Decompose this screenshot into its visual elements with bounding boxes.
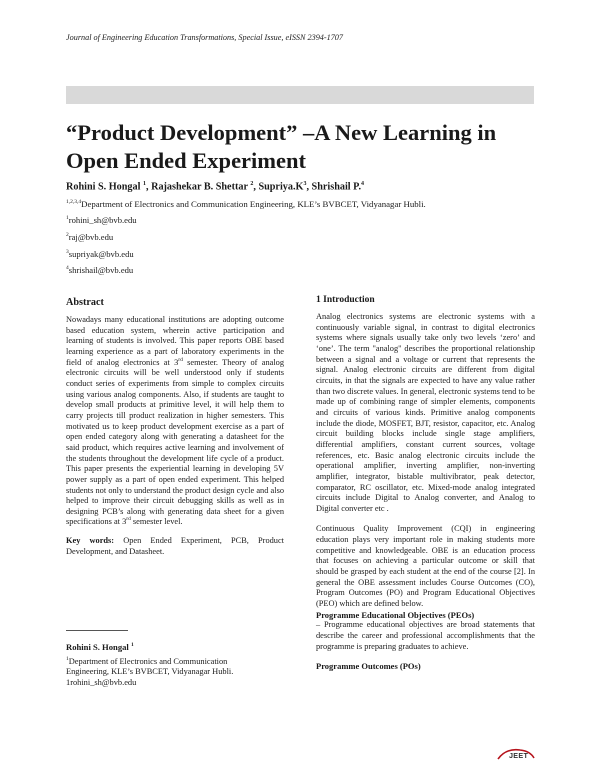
abstract-line: the experiential learning in developing 5V power supply as	[66, 464, 284, 484]
abstract-heading: Abstract	[66, 297, 104, 308]
author-4: , Shrishail P.	[306, 181, 361, 193]
title-line-2: Open Ended Experiment	[66, 148, 307, 173]
abstract-ordinal: 3	[174, 357, 179, 367]
abstract-line: outcome based education system, wherein active	[66, 315, 284, 335]
header-band	[66, 86, 534, 104]
correspondence-email: 1rohini_sh@bvb.edu	[66, 677, 137, 687]
abstract-line: semester level.	[130, 517, 183, 527]
abstract-line: motivated us to keep product development exercise as a	[66, 421, 259, 431]
author-2-marker: 2	[250, 181, 254, 187]
author-email-4	[66, 265, 133, 275]
paper-title	[66, 119, 546, 175]
author-email-2	[66, 232, 113, 242]
abstract-line: datasheet for the said product, which requires active	[66, 432, 284, 452]
author-2: , Rajashekar B. Shettar	[146, 181, 251, 193]
abstract-line: projects till product realization in higher semesters. This	[86, 410, 284, 420]
author-1-marker: 1	[143, 181, 146, 187]
email-text: shrishail@bvb.edu	[68, 265, 134, 275]
correspondence-address: Engineering, KLE’s BVBCET, Vidyanagar Hubli.	[66, 667, 234, 677]
journal-header: Journal of Engineering Education Transformations, Special Issue, eISSN 2394-1707	[66, 33, 343, 42]
email-marker: 1	[66, 215, 69, 222]
footnote-divider	[66, 630, 128, 631]
correspondence-name	[66, 640, 286, 652]
right-column	[316, 295, 535, 672]
author-list	[66, 181, 364, 192]
correspondence-dept	[66, 654, 286, 667]
author-1: Rohini S. Hongal	[66, 181, 143, 193]
abstract-line: helped to improve their circuit debugging skills as well as	[66, 496, 274, 506]
abstract-body	[66, 315, 284, 528]
keywords-text: Open Ended Experiment, PCB, Product Development, and Datasheet.	[66, 536, 284, 556]
affiliation	[66, 199, 426, 209]
abstract-line: analog components. Also, if students are taught to develop	[66, 389, 284, 410]
affiliation-text: Department of Electronics and Communication Engineering, KLE’s BVBCET, Vidyanagar Hubli.	[81, 199, 426, 209]
abstract-line: given specifications at 3	[66, 506, 284, 527]
abstract-line: a part of open ended experiment. This helped students not	[66, 474, 284, 495]
abstract-line: paper reports OBE based learning experience as a part of	[66, 336, 284, 356]
left-column	[66, 297, 284, 557]
email-marker: 3	[66, 249, 69, 256]
correspondence-dept-text: Department of Electronics and Communication	[68, 657, 228, 667]
title-line-1: “Product Development” –A New Learning in	[66, 120, 497, 145]
intro-paragraph-1: Analog electronics systems are electronic systems with a continuously variable signal, in contrast to digital electronics systems where signals usually take only two levels ‘zero’ and ‘one’. The term "analog" describes the proportional relationship between a signal and a voltage or current that represents the signal. Analog electronic circuits are different from digital circuits, in that the signals are expected to have any value rather than two discrete values. In general, electronic systems tend to be made up of combining range of simpler elements, components and circuits of various kinds. Primitive analog components include the diode, MOSFET, BJT, resistor, capacitor, etc. Analog circuit building blocks include single stage amplifiers, differential amplifiers, constant current sources, voltage references, etc. Basic analog electronic circuits include the operational amplifier, inverting amplifier, non-inverting amplifier, integrator, bistable multivibrator, peak detector, comparator, RC oscillator, etc. Mixed-mode analog integrated circuits include Digital to Analog converter, and Analog to Digital converter etc .	[316, 312, 535, 513]
author-email-3	[66, 249, 134, 259]
email-text: supriyak@bvb.edu	[68, 249, 134, 259]
abstract-line: participation and learning of students is involved. This	[66, 325, 284, 346]
abstract-line: only to understand the product design cycle and also	[108, 485, 284, 495]
abstract-line: Nowadays many educational institutions are adopting	[66, 315, 252, 324]
introduction-heading: 1 Introduction	[316, 295, 375, 305]
email-text: raj@bvb.edu	[68, 232, 114, 242]
email-text: rohini_sh@bvb.edu	[68, 215, 137, 225]
correspondence-name-text: Rohini S. Hongal	[66, 641, 131, 652]
journal-logo-text: JEET	[509, 751, 529, 760]
author-4-marker: 4	[361, 181, 364, 187]
keywords-label: Key words:	[66, 536, 115, 546]
author-3: , Supriya.K	[253, 181, 304, 193]
abstract-line: part of open ended category along with generating a	[66, 421, 285, 442]
po-heading: Programme Outcomes (POs)	[316, 661, 421, 672]
email-marker: 4	[66, 265, 69, 272]
email-marker: 2	[66, 232, 69, 239]
intro-paragraph-2: Continuous Quality Improvement (CQI) in engineering education plays very important role in making students more competitive and knowledgeable. OBE is an education process that focuses on achieving a particular outcome or skill that should be grasped by each student at the end of the course [2]. In general the OBE assessment includes Course Outcomes (CO), Program Outcomes (PO) and Program Educational Objectives (PEO) which are defined below.	[316, 524, 535, 609]
affiliation-marker: 1,2,3,4	[66, 199, 82, 206]
correspondence-footnote	[66, 640, 286, 688]
peo-heading: Programme Educational Objectives (PEOs)	[316, 609, 475, 620]
abstract-line: in designing PCB’s along with generating data sheet for a	[66, 496, 284, 516]
author-email-1	[66, 215, 137, 225]
abstract-ordinal-suffix: rd	[126, 516, 131, 523]
correspondence-marker: 1	[66, 656, 69, 663]
abstract-line: experiments from simple to complex circuits using various	[66, 378, 284, 399]
abstract-line: learning and involvement of the students throughout the	[66, 442, 284, 463]
author-3-marker: 3	[303, 181, 307, 187]
abstract-line: small products at primitive level, it will help them to carry	[66, 400, 284, 420]
abstract-ordinal-suffix: rd	[178, 356, 183, 363]
keywords	[66, 536, 284, 557]
abstract-line: well understood only if students conduct series of	[66, 368, 284, 388]
peo-text: – Programme educational objectives are broad statements that describe the career and professional accomplishments that the programme is preparing graduates to achieve.	[316, 620, 535, 651]
correspondence-name-marker: 1	[130, 642, 134, 648]
abstract-line: semester. Theory of analog electronic circuits will be	[66, 357, 284, 378]
abstract-line: laboratory experiments in the field of analog electronics at	[66, 346, 284, 367]
abstract-line: development life cycle of a product. This paper presents	[66, 453, 284, 474]
